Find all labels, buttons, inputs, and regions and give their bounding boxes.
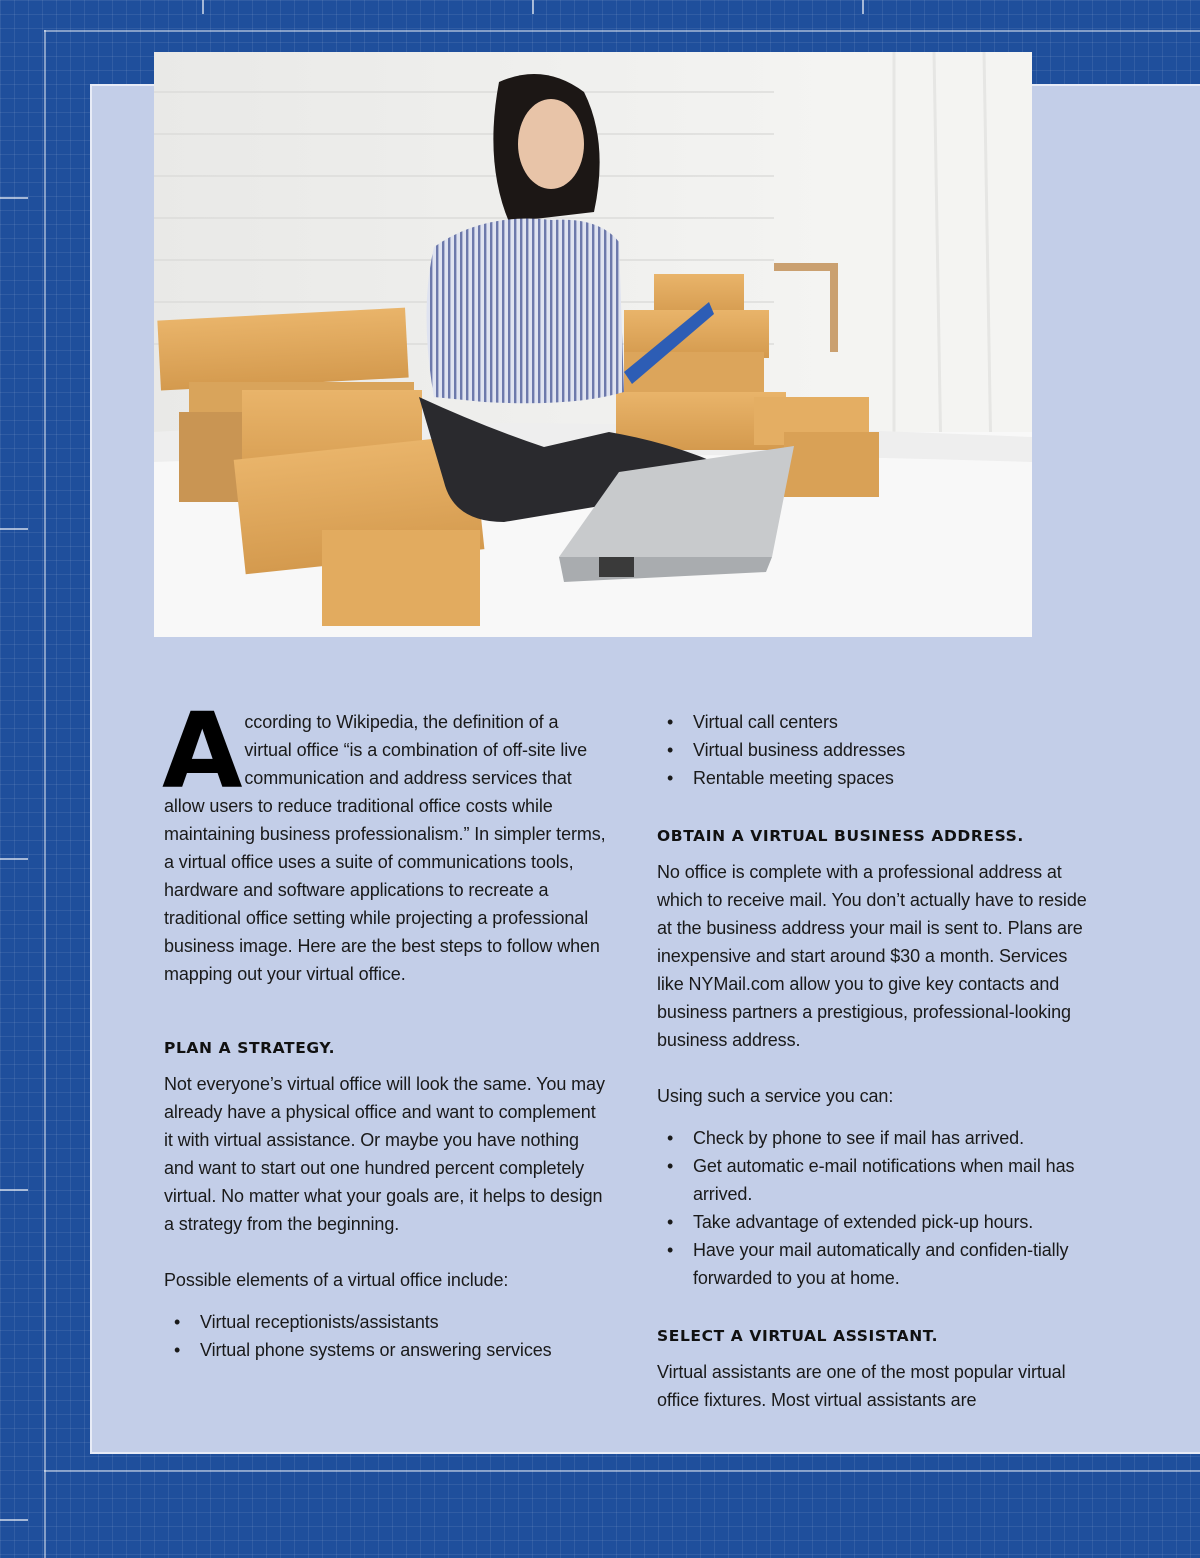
list-item: • Check by phone to see if mail has arrived. <box>657 1124 1097 1152</box>
bullet-icon: • <box>667 740 674 760</box>
mail-service-benefits-list <box>657 1124 1097 1292</box>
bullet-icon: • <box>174 1340 181 1360</box>
drop-cap: A <box>162 690 243 812</box>
virtual-office-elements-list-continued <box>657 708 1097 792</box>
intro-paragraph <box>162 690 608 988</box>
frame-tick <box>0 528 28 530</box>
bullet-icon: • <box>667 1240 674 1260</box>
section-body-virtual-assistant: Virtual assistants are one of the most popular virtual office fixtures. Most virtual assistants are <box>657 1362 1066 1410</box>
frame-tick <box>202 0 204 14</box>
section-heading-business-address: OBTAIN A VIRTUAL BUSINESS ADDRESS. <box>657 827 1024 845</box>
list-item: • Virtual receptionists/assistants <box>164 1308 608 1336</box>
virtual-office-elements-list <box>164 1308 608 1364</box>
list-item: • Virtual phone systems or answering services <box>164 1336 608 1364</box>
list-item: • Have your mail automatically and confiden-tially forwarded to you at home. <box>657 1236 1097 1292</box>
bullet-icon: • <box>174 1312 181 1332</box>
frame-tick <box>0 1519 28 1521</box>
frame-line-top <box>44 30 1200 32</box>
article-column-left <box>162 690 608 1364</box>
hero-photo <box>154 52 1032 637</box>
list-item: • Virtual business addresses <box>657 736 1097 764</box>
frame-tick <box>862 0 864 14</box>
section-body-plan-strategy: Not everyone’s virtual office will look the same. You may already have a physical office and want to complement it with virtual assistance. Or maybe you have nothing and want to start out one hundred percent completely virtual. No matter what your goals are, it helps to design a strategy from the beginning. <box>164 1074 605 1234</box>
elements-list-intro: Possible elements of a virtual office include: <box>164 1270 509 1290</box>
bullet-icon: • <box>667 1128 674 1148</box>
bullet-icon: • <box>667 768 674 788</box>
frame-tick <box>0 858 28 860</box>
bullet-icon: • <box>667 712 674 732</box>
section-heading-virtual-assistant: SELECT A VIRTUAL ASSISTANT. <box>657 1327 939 1345</box>
frame-tick <box>0 197 28 199</box>
frame-tick <box>0 1189 28 1191</box>
list-item: • Take advantage of extended pick-up hours. <box>657 1208 1097 1236</box>
intro-text: ccording to Wikipedia, the definition of a virtual office “is a combination of off-site live communication and address services that allow users to reduce traditional office costs while maintaining business professionalism.” In simpler terms, a virtual office uses a suite of communications tools, hardware and software applications to recreate a traditional office setting while projecting a professional business image. Here are the best steps to follow when mapping out your virtual office. <box>164 712 606 984</box>
article-column-right <box>657 708 1097 1414</box>
list-item: • Rentable meeting spaces <box>657 764 1097 792</box>
service-list-intro: Using such a service you can: <box>657 1086 894 1106</box>
list-item: • Virtual call centers <box>657 708 1097 736</box>
list-item: • Get automatic e-mail notifications when mail has arrived. <box>657 1152 1097 1208</box>
section-body-business-address: No office is complete with a professional address at which to receive mail. You don’t actually have to reside at the business address your mail is sent to. Plans are inexpensive and start around $30 a month. Services like NYMail.com allow you to give key contacts and business partners a prestigious, professional-looking business address. <box>657 862 1087 1050</box>
frame-line-left <box>44 30 46 1558</box>
bullet-icon: • <box>667 1212 674 1232</box>
woman-with-boxes-and-laptop-photo <box>154 52 1032 637</box>
bullet-icon: • <box>667 1156 674 1176</box>
frame-line-bottom <box>44 1470 1200 1472</box>
section-heading-plan-strategy: PLAN A STRATEGY. <box>164 1039 336 1057</box>
frame-tick <box>532 0 534 14</box>
